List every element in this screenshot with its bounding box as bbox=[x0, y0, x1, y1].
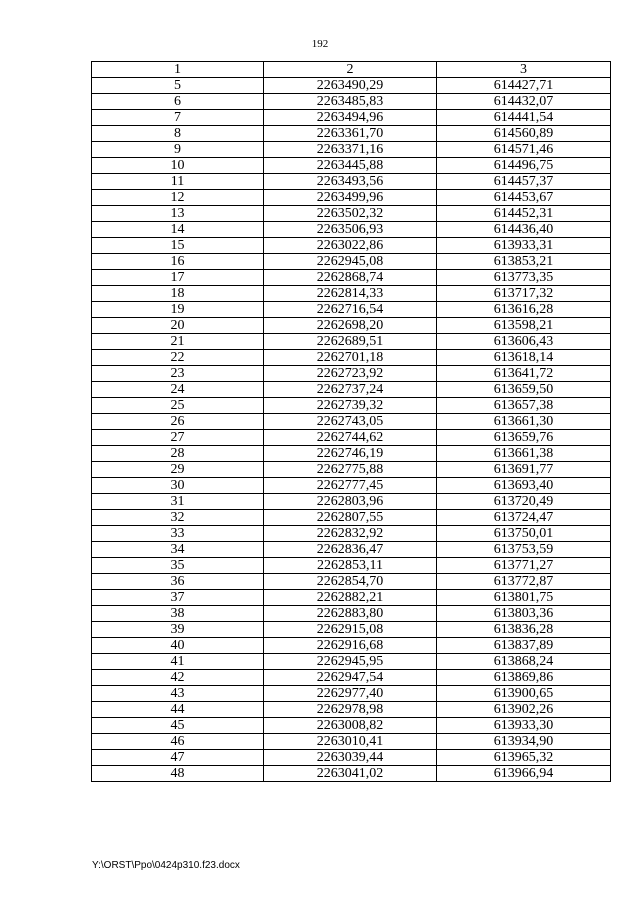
y-coordinate-cell: 614432,07 bbox=[437, 94, 611, 110]
point-number-cell: 37 bbox=[92, 590, 264, 606]
y-coordinate-cell: 614457,37 bbox=[437, 174, 611, 190]
y-coordinate-cell: 613869,86 bbox=[437, 670, 611, 686]
x-coordinate-cell: 2263499,96 bbox=[264, 190, 437, 206]
y-coordinate-cell: 614436,40 bbox=[437, 222, 611, 238]
point-number-cell: 27 bbox=[92, 430, 264, 446]
point-number-cell: 20 bbox=[92, 318, 264, 334]
x-coordinate-cell: 2262854,70 bbox=[264, 574, 437, 590]
y-coordinate-cell: 614496,75 bbox=[437, 158, 611, 174]
point-number-cell: 11 bbox=[92, 174, 264, 190]
y-coordinate-cell: 613868,24 bbox=[437, 654, 611, 670]
table-row bbox=[92, 734, 611, 750]
x-coordinate-cell: 2263041,02 bbox=[264, 766, 437, 782]
point-number-cell: 35 bbox=[92, 558, 264, 574]
point-number-cell: 19 bbox=[92, 302, 264, 318]
point-number-cell: 26 bbox=[92, 414, 264, 430]
y-coordinate-cell: 613720,49 bbox=[437, 494, 611, 510]
point-number-cell: 25 bbox=[92, 398, 264, 414]
point-number-cell: 17 bbox=[92, 270, 264, 286]
table-row bbox=[92, 494, 611, 510]
point-number-cell: 18 bbox=[92, 286, 264, 302]
table-row bbox=[92, 478, 611, 494]
x-coordinate-cell: 2263361,70 bbox=[264, 126, 437, 142]
x-coordinate-cell: 2262701,18 bbox=[264, 350, 437, 366]
header-cell-2: 2 bbox=[264, 62, 437, 78]
y-coordinate-cell: 613598,21 bbox=[437, 318, 611, 334]
table-row bbox=[92, 334, 611, 350]
point-number-cell: 41 bbox=[92, 654, 264, 670]
x-coordinate-cell: 2263502,32 bbox=[264, 206, 437, 222]
point-number-cell: 16 bbox=[92, 254, 264, 270]
x-coordinate-cell: 2263371,16 bbox=[264, 142, 437, 158]
table-row bbox=[92, 318, 611, 334]
point-number-cell: 24 bbox=[92, 382, 264, 398]
page-number: 192 bbox=[311, 38, 329, 50]
point-number-cell: 42 bbox=[92, 670, 264, 686]
y-coordinate-cell: 613618,14 bbox=[437, 350, 611, 366]
table-row bbox=[92, 190, 611, 206]
table-row bbox=[92, 686, 611, 702]
table-row bbox=[92, 238, 611, 254]
y-coordinate-cell: 613853,21 bbox=[437, 254, 611, 270]
y-coordinate-cell: 613933,31 bbox=[437, 238, 611, 254]
point-number-cell: 33 bbox=[92, 526, 264, 542]
y-coordinate-cell: 613966,94 bbox=[437, 766, 611, 782]
y-coordinate-cell: 613772,87 bbox=[437, 574, 611, 590]
table-row bbox=[92, 414, 611, 430]
point-number-cell: 7 bbox=[92, 110, 264, 126]
x-coordinate-cell: 2262777,45 bbox=[264, 478, 437, 494]
x-coordinate-cell: 2263490,29 bbox=[264, 78, 437, 94]
table-row bbox=[92, 382, 611, 398]
table-row bbox=[92, 622, 611, 638]
table-row bbox=[92, 174, 611, 190]
x-coordinate-cell: 2262716,54 bbox=[264, 302, 437, 318]
x-coordinate-cell: 2262882,21 bbox=[264, 590, 437, 606]
table-row bbox=[92, 670, 611, 686]
point-number-cell: 28 bbox=[92, 446, 264, 462]
y-coordinate-cell: 613801,75 bbox=[437, 590, 611, 606]
y-coordinate-cell: 614441,54 bbox=[437, 110, 611, 126]
table-row bbox=[92, 110, 611, 126]
point-number-cell: 10 bbox=[92, 158, 264, 174]
table-row bbox=[92, 222, 611, 238]
table-row bbox=[92, 94, 611, 110]
x-coordinate-cell: 2262945,95 bbox=[264, 654, 437, 670]
point-number-cell: 44 bbox=[92, 702, 264, 718]
point-number-cell: 48 bbox=[92, 766, 264, 782]
point-number-cell: 13 bbox=[92, 206, 264, 222]
y-coordinate-cell: 613616,28 bbox=[437, 302, 611, 318]
point-number-cell: 8 bbox=[92, 126, 264, 142]
y-coordinate-cell: 613934,90 bbox=[437, 734, 611, 750]
x-coordinate-cell: 2263010,41 bbox=[264, 734, 437, 750]
x-coordinate-cell: 2262977,40 bbox=[264, 686, 437, 702]
table-row bbox=[92, 398, 611, 414]
y-coordinate-cell: 613902,26 bbox=[437, 702, 611, 718]
y-coordinate-cell: 613659,50 bbox=[437, 382, 611, 398]
y-coordinate-cell: 613606,43 bbox=[437, 334, 611, 350]
header-cell-3: 3 bbox=[437, 62, 611, 78]
y-coordinate-cell: 614452,31 bbox=[437, 206, 611, 222]
table-row bbox=[92, 142, 611, 158]
x-coordinate-cell: 2262698,20 bbox=[264, 318, 437, 334]
table-row bbox=[92, 270, 611, 286]
x-coordinate-cell: 2262814,33 bbox=[264, 286, 437, 302]
y-coordinate-cell: 613750,01 bbox=[437, 526, 611, 542]
table-row bbox=[92, 78, 611, 94]
y-coordinate-cell: 613641,72 bbox=[437, 366, 611, 382]
y-coordinate-cell: 614571,46 bbox=[437, 142, 611, 158]
x-coordinate-cell: 2262945,08 bbox=[264, 254, 437, 270]
table-row bbox=[92, 286, 611, 302]
table-row bbox=[92, 750, 611, 766]
point-number-cell: 47 bbox=[92, 750, 264, 766]
x-coordinate-cell: 2262803,96 bbox=[264, 494, 437, 510]
table-row bbox=[92, 526, 611, 542]
y-coordinate-cell: 613691,77 bbox=[437, 462, 611, 478]
table-row bbox=[92, 366, 611, 382]
y-coordinate-cell: 613717,32 bbox=[437, 286, 611, 302]
y-coordinate-cell: 613933,30 bbox=[437, 718, 611, 734]
table-row bbox=[92, 558, 611, 574]
point-number-cell: 45 bbox=[92, 718, 264, 734]
table-row bbox=[92, 158, 611, 174]
y-coordinate-cell: 613693,40 bbox=[437, 478, 611, 494]
x-coordinate-cell: 2262947,54 bbox=[264, 670, 437, 686]
y-coordinate-cell: 613837,89 bbox=[437, 638, 611, 654]
x-coordinate-cell: 2262689,51 bbox=[264, 334, 437, 350]
point-number-cell: 32 bbox=[92, 510, 264, 526]
point-number-cell: 12 bbox=[92, 190, 264, 206]
x-coordinate-cell: 2262836,47 bbox=[264, 542, 437, 558]
x-coordinate-cell: 2263493,56 bbox=[264, 174, 437, 190]
x-coordinate-cell: 2262868,74 bbox=[264, 270, 437, 286]
y-coordinate-cell: 613965,32 bbox=[437, 750, 611, 766]
point-number-cell: 15 bbox=[92, 238, 264, 254]
x-coordinate-cell: 2262737,24 bbox=[264, 382, 437, 398]
x-coordinate-cell: 2262916,68 bbox=[264, 638, 437, 654]
point-number-cell: 30 bbox=[92, 478, 264, 494]
point-number-cell: 23 bbox=[92, 366, 264, 382]
y-coordinate-cell: 614560,89 bbox=[437, 126, 611, 142]
point-number-cell: 6 bbox=[92, 94, 264, 110]
x-coordinate-cell: 2262883,80 bbox=[264, 606, 437, 622]
x-coordinate-cell: 2263506,93 bbox=[264, 222, 437, 238]
y-coordinate-cell: 614453,67 bbox=[437, 190, 611, 206]
y-coordinate-cell: 613661,38 bbox=[437, 446, 611, 462]
x-coordinate-cell: 2262744,62 bbox=[264, 430, 437, 446]
point-number-cell: 5 bbox=[92, 78, 264, 94]
table-row bbox=[92, 462, 611, 478]
point-number-cell: 14 bbox=[92, 222, 264, 238]
footer-file-path: Y:\ORST\Ppo\0424p310.f23.docx bbox=[92, 860, 240, 871]
y-coordinate-cell: 613771,27 bbox=[437, 558, 611, 574]
table-header-row bbox=[92, 62, 611, 78]
point-number-cell: 46 bbox=[92, 734, 264, 750]
table-row bbox=[92, 542, 611, 558]
x-coordinate-cell: 2263039,44 bbox=[264, 750, 437, 766]
point-number-cell: 22 bbox=[92, 350, 264, 366]
y-coordinate-cell: 613753,59 bbox=[437, 542, 611, 558]
x-coordinate-cell: 2262915,08 bbox=[264, 622, 437, 638]
x-coordinate-cell: 2263022,86 bbox=[264, 238, 437, 254]
table-row bbox=[92, 606, 611, 622]
table-row bbox=[92, 718, 611, 734]
x-coordinate-cell: 2262807,55 bbox=[264, 510, 437, 526]
x-coordinate-cell: 2263445,88 bbox=[264, 158, 437, 174]
y-coordinate-cell: 613900,65 bbox=[437, 686, 611, 702]
point-number-cell: 34 bbox=[92, 542, 264, 558]
point-number-cell: 29 bbox=[92, 462, 264, 478]
x-coordinate-cell: 2262723,92 bbox=[264, 366, 437, 382]
x-coordinate-cell: 2263494,96 bbox=[264, 110, 437, 126]
y-coordinate-cell: 614427,71 bbox=[437, 78, 611, 94]
table-row bbox=[92, 350, 611, 366]
table-row bbox=[92, 510, 611, 526]
y-coordinate-cell: 613803,36 bbox=[437, 606, 611, 622]
header-cell-1: 1 bbox=[92, 62, 264, 78]
point-number-cell: 36 bbox=[92, 574, 264, 590]
point-number-cell: 38 bbox=[92, 606, 264, 622]
x-coordinate-cell: 2262978,98 bbox=[264, 702, 437, 718]
x-coordinate-cell: 2263485,83 bbox=[264, 94, 437, 110]
x-coordinate-cell: 2262743,05 bbox=[264, 414, 437, 430]
point-number-cell: 21 bbox=[92, 334, 264, 350]
y-coordinate-cell: 613724,47 bbox=[437, 510, 611, 526]
point-number-cell: 43 bbox=[92, 686, 264, 702]
x-coordinate-cell: 2262832,92 bbox=[264, 526, 437, 542]
table-row bbox=[92, 302, 611, 318]
table-row bbox=[92, 206, 611, 222]
point-number-cell: 39 bbox=[92, 622, 264, 638]
table-row bbox=[92, 654, 611, 670]
table-row bbox=[92, 702, 611, 718]
table-body bbox=[92, 62, 611, 782]
table-row bbox=[92, 446, 611, 462]
table-row bbox=[92, 430, 611, 446]
table-row bbox=[92, 766, 611, 782]
y-coordinate-cell: 613659,76 bbox=[437, 430, 611, 446]
point-number-cell: 31 bbox=[92, 494, 264, 510]
y-coordinate-cell: 613773,35 bbox=[437, 270, 611, 286]
x-coordinate-cell: 2262853,11 bbox=[264, 558, 437, 574]
x-coordinate-cell: 2262739,32 bbox=[264, 398, 437, 414]
y-coordinate-cell: 613661,30 bbox=[437, 414, 611, 430]
x-coordinate-cell: 2262746,19 bbox=[264, 446, 437, 462]
table-row bbox=[92, 254, 611, 270]
coordinates-table bbox=[91, 61, 611, 782]
table-row bbox=[92, 590, 611, 606]
y-coordinate-cell: 613657,38 bbox=[437, 398, 611, 414]
point-number-cell: 40 bbox=[92, 638, 264, 654]
x-coordinate-cell: 2263008,82 bbox=[264, 718, 437, 734]
table-row bbox=[92, 126, 611, 142]
y-coordinate-cell: 613836,28 bbox=[437, 622, 611, 638]
point-number-cell: 9 bbox=[92, 142, 264, 158]
table-row bbox=[92, 638, 611, 654]
x-coordinate-cell: 2262775,88 bbox=[264, 462, 437, 478]
table-row bbox=[92, 574, 611, 590]
